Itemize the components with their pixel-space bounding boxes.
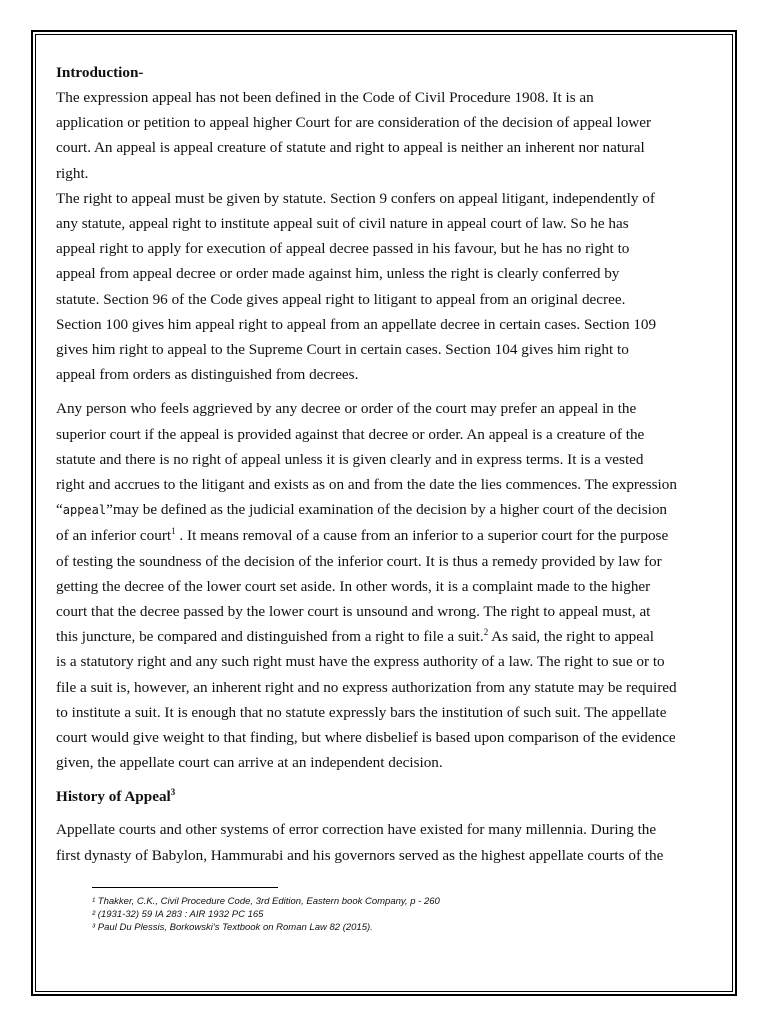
history-paragraph	[56, 817, 678, 867]
text-line: gives him right to appeal to the Supreme Court in certain cases. Section 104 gives him right to	[56, 341, 629, 359]
footnote-ref-3: 3	[170, 787, 176, 798]
text-line: is a statutory right and any such right must have the express authority of a law. The right to sue or to	[56, 653, 665, 671]
text-line: . It means removal of a cause from an inferior to a superior court for the purpose	[175, 527, 669, 545]
text-line: to institute a suit. It is enough that no statute expressly bars the institution of such suit. The appellate	[56, 703, 667, 721]
introduction-paragraph-1	[56, 85, 678, 186]
text-line: statute and there is no right of appeal unless it is given clearly and in express terms. It is a vested	[56, 450, 644, 468]
text-line: The right to appeal must be given by statute. Section 9 confers on appeal litigant, independently of	[56, 189, 655, 207]
text-line: superior court if the appeal is provided against that decree or order. An appeal is a creature of the	[56, 425, 645, 443]
introduction-heading: Introduction-	[56, 64, 144, 81]
footnote-3: ³ Paul Du Plessis, Borkowski's Textbook on Roman Law 82 (2015).	[92, 922, 373, 933]
footnote-2: ² (1931-32) 59 IA 283 : AIR 1932 PC 165	[92, 909, 264, 920]
open-quote: “	[56, 501, 63, 519]
footnotes	[92, 895, 652, 934]
text-line: file a suit is, however, an inherent right and no express authorization from any statute may be required	[56, 678, 677, 696]
history-heading-text: History of Appeal	[56, 788, 171, 806]
text-line: Section 100 gives him appeal right to appeal from an appellate decree in certain cases. Section 109	[56, 315, 657, 333]
text-line: of an inferior court	[56, 527, 172, 545]
text-line: The expression appeal has not been defined in the Code of Civil Procedure 1908. It is an	[56, 89, 594, 106]
introduction-paragraph-3	[56, 396, 678, 775]
text-line: of testing the soundness of the decision of the inferior court. It is thus a remedy provided by law for	[56, 552, 662, 570]
text-line: appeal from appeal decree or order made against him, unless the right is clearly conferred by	[56, 265, 620, 283]
text-line: ”may be defined as the judicial examination of the decision by a higher court of the decision	[106, 501, 668, 519]
text-line: appeal from orders as distinguished from decrees.	[56, 366, 359, 384]
quoted-term: appeal	[62, 503, 107, 518]
text-line: right.	[56, 164, 89, 182]
text-line: getting the decree of the lower court set aside. In other words, it is a complaint made to the higher	[56, 577, 651, 595]
introduction-paragraph-2	[56, 186, 678, 388]
text-line: Appellate courts and other systems of error correction have existed for many millennia. During the	[56, 821, 657, 839]
text-line: this juncture, be compared and distinguished from a right to file a suit.	[56, 628, 484, 646]
document-body	[56, 60, 678, 868]
text-line: Any person who feels aggrieved by any decree or order of the court may prefer an appeal in the	[56, 400, 637, 418]
text-line: court. An appeal is appeal creature of statute and right to appeal is neither an inherent nor natural	[56, 139, 645, 157]
text-line: right and accrues to the litigant and exists as on and from the date the lies commences. The expression	[56, 476, 677, 494]
text-line: given, the appellate court can arrive at an independent decision.	[56, 754, 443, 772]
text-line: court that the decree passed by the lower court is unsound and wrong. The right to appeal must, at	[56, 603, 651, 621]
text-line: any statute, appeal right to institute appeal suit of civil nature in appeal court of law. So he has	[56, 215, 629, 233]
text-line: application or petition to appeal higher Court for are consideration of the decision of appeal lower	[56, 114, 652, 132]
text-line: appeal right to apply for execution of appeal decree passed in his favour, but he has no right to	[56, 240, 630, 258]
footnote-1: ¹ Thakker, C.K., Civil Procedure Code, 3rd Edition, Eastern book Company, p - 260	[92, 896, 440, 907]
text-line: court would give weight to that finding, but where disbelief is based upon comparison of the evidence	[56, 729, 676, 747]
history-heading	[56, 784, 678, 809]
footnote-ref-1: 1	[171, 526, 176, 537]
text-line: first dynasty of Babylon, Hammurabi and his governors served as the highest appellate courts of the	[56, 846, 664, 864]
text-line: statute. Section 96 of the Code gives appeal right to litigant to appeal from an original decree.	[56, 290, 626, 308]
footnote-separator	[92, 887, 278, 888]
footnote-ref-2: 2	[483, 627, 489, 638]
text-line: As said, the right to appeal	[488, 628, 654, 646]
